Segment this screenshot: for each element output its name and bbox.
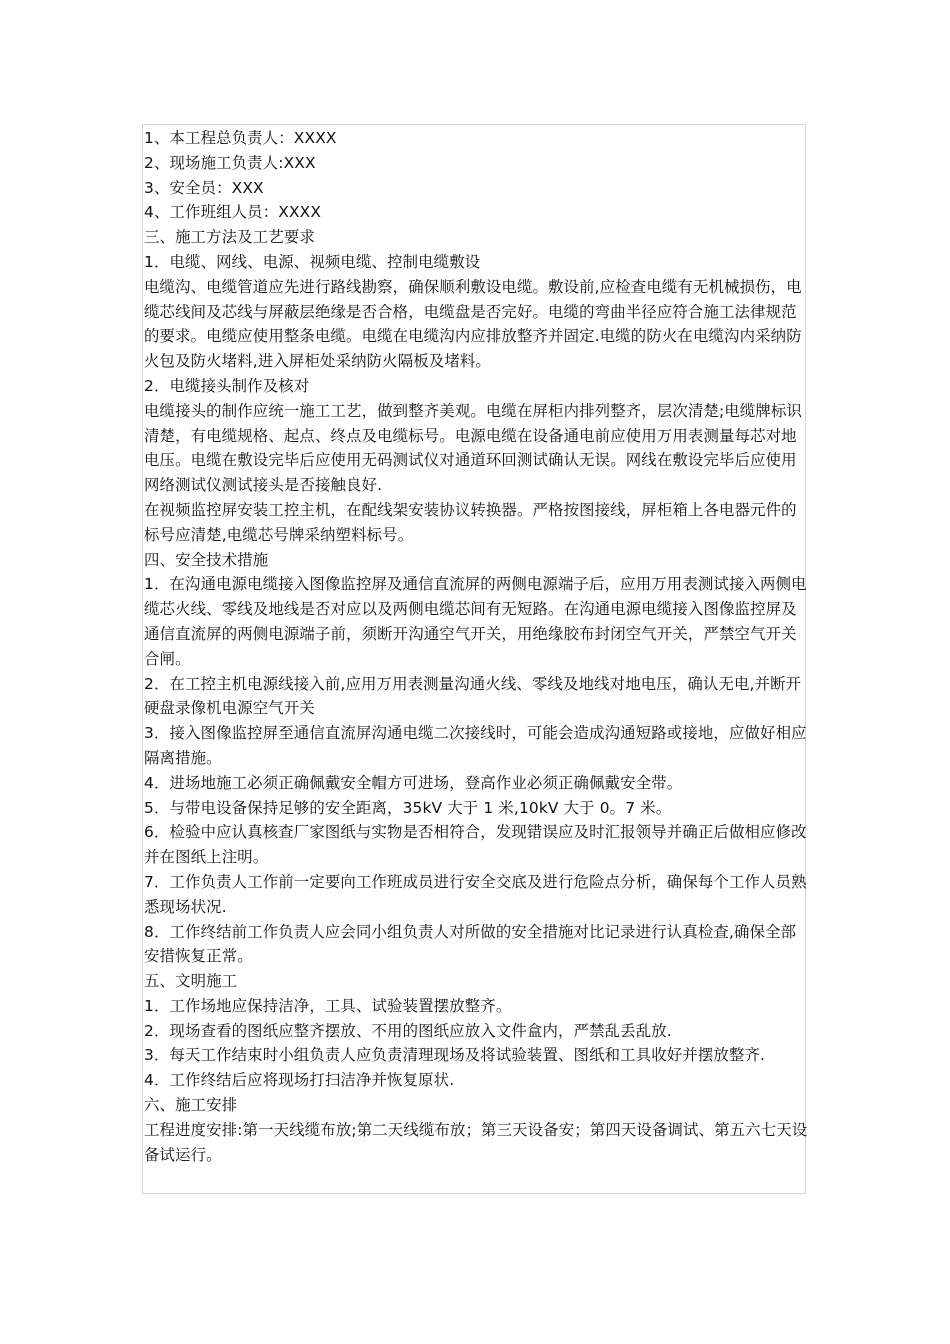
work-team-line: 4、工作班组人员：XXXX (144, 203, 322, 222)
document-body (144, 126, 808, 1167)
chief-responsible-line: 1、本工程总负责人：XXXX (144, 129, 337, 147)
subheading-cable-laying: 1．电缆、网线、电源、视频电缆、控制电缆敷设 (144, 252, 481, 271)
safety-officer-line: 3、安全员：XXX (144, 178, 264, 197)
civilized-item-1: 1．工作场地应保持洁净，工具、试验装置摆放整齐。 (144, 996, 512, 1015)
section-heading-civilized: 五、文明施工 (144, 972, 238, 991)
safety-item-7: 7．工作负责人工作前一定要向工作班成员进行安全交底及进行危险点分析，确保每个工作人员熟悉现场状况. (144, 872, 807, 916)
safety-item-2: 2．在工控主机电源线接入前,应用万用表测量沟通火线、零线及地线对地电压，确认无电,并断开硬盘录像机电源空气开关 (144, 674, 802, 718)
safety-item-8: 8．工作终结前工作负责人应会同小组负责人对所做的安全措施对比记录进行认真检查,确保全部安措恢复正常。 (144, 922, 797, 966)
safety-item-1: 1．在沟通电源电缆接入图像监控屏及通信直流屏的两侧电源端子后，应用万用表测试接入两侧电缆芯火线、零线及地线是否对应以及两侧电缆芯间有无短路。在沟通电源电缆接入图像监控屏及通信直流屏的两侧电源端子前，须断开沟通空气开关，用绝缘胶布封闭空气开关，严禁空气开关合闸。 (144, 575, 807, 668)
paragraph-cable-joints: 电缆接头的制作应统一施工工艺，做到整齐美观。电缆在屏柜内排列整齐，层次清楚;电缆牌标识清楚，有电缆规格、起点、终点及电缆标号。电源电缆在设备通电前应使用万用表测量每芯对地电压。电缆在敷设完毕后应使用无码测试仪对通道环回测试确认无误。网线在敷设完毕后应使用网络测试仪测试接头是否接触良好. (144, 401, 803, 495)
section-heading-safety: 四、安全技术措施 (144, 550, 269, 569)
site-responsible-line: 2、现场施工负责人:XXX (144, 153, 316, 172)
section-heading-schedule: 六、施工安排 (144, 1096, 238, 1115)
safety-item-6: 6．检验中应认真核查厂家图纸与实物是否相符合，发现错误应及时汇报领导并确正后做相应修改并在图纸上注明。 (144, 823, 807, 867)
subheading-cable-joints: 2．电缆接头制作及核对 (144, 376, 310, 395)
civilized-item-2: 2．现场查看的图纸应整齐摆放、不用的图纸应放入文件盒内，严禁乱丢乱放. (144, 1021, 672, 1040)
paragraph-cable-laying: 电缆沟、电缆管道应先进行路线勘察，确保顺利敷设电缆。敷设前,应检查电缆有无机械损伤，电缆芯线间及芯线与屏蔽层绝缘是否合格，电缆盘是否完好。电缆的弯曲半径应符合施工法律规范的要求。电缆应使用整条电缆。电缆在电缆沟内应排放整齐并固定.电缆的防火在电缆沟内采纳防火包及防火堵料,进入屏柜处采纳防火隔板及堵料。 (144, 277, 802, 371)
civilized-item-3: 3．每天工作结束时小组负责人应负责清理现场及将试验装置、图纸和工具收好并摆放整齐. (144, 1046, 766, 1065)
safety-item-3: 3．接入图像监控屏至通信直流屏沟通电缆二次接线时，可能会造成沟通短路或接地，应做好相应隔离措施。 (144, 724, 807, 767)
safety-item-4: 4．进场地施工必须正确佩戴安全帽方可进场，登高作业必须正确佩戴安全带。 (144, 773, 683, 792)
paragraph-host-install: 在视频监控屏安装工控主机，在配线架安装协议转换器。严格按图接线，屏柜箱上各电器元件的标号应清楚,电缆芯号牌采纳塑料标号。 (144, 500, 797, 544)
civilized-item-4: 4．工作终结后应将现场打扫洁净并恢复原状. (144, 1071, 455, 1090)
paragraph-schedule: 工程进度安排:第一天线缆布放;第二天线缆布放；第三天设备安；第四天设备调试、第五六七天设备试运行。 (144, 1120, 808, 1164)
section-heading-methods: 三、施工方法及工艺要求 (144, 228, 315, 247)
safety-item-5: 5．与带电设备保持足够的安全距离，35kV 大于 1 米,10kV 大于 0。7 米。 (144, 798, 672, 817)
